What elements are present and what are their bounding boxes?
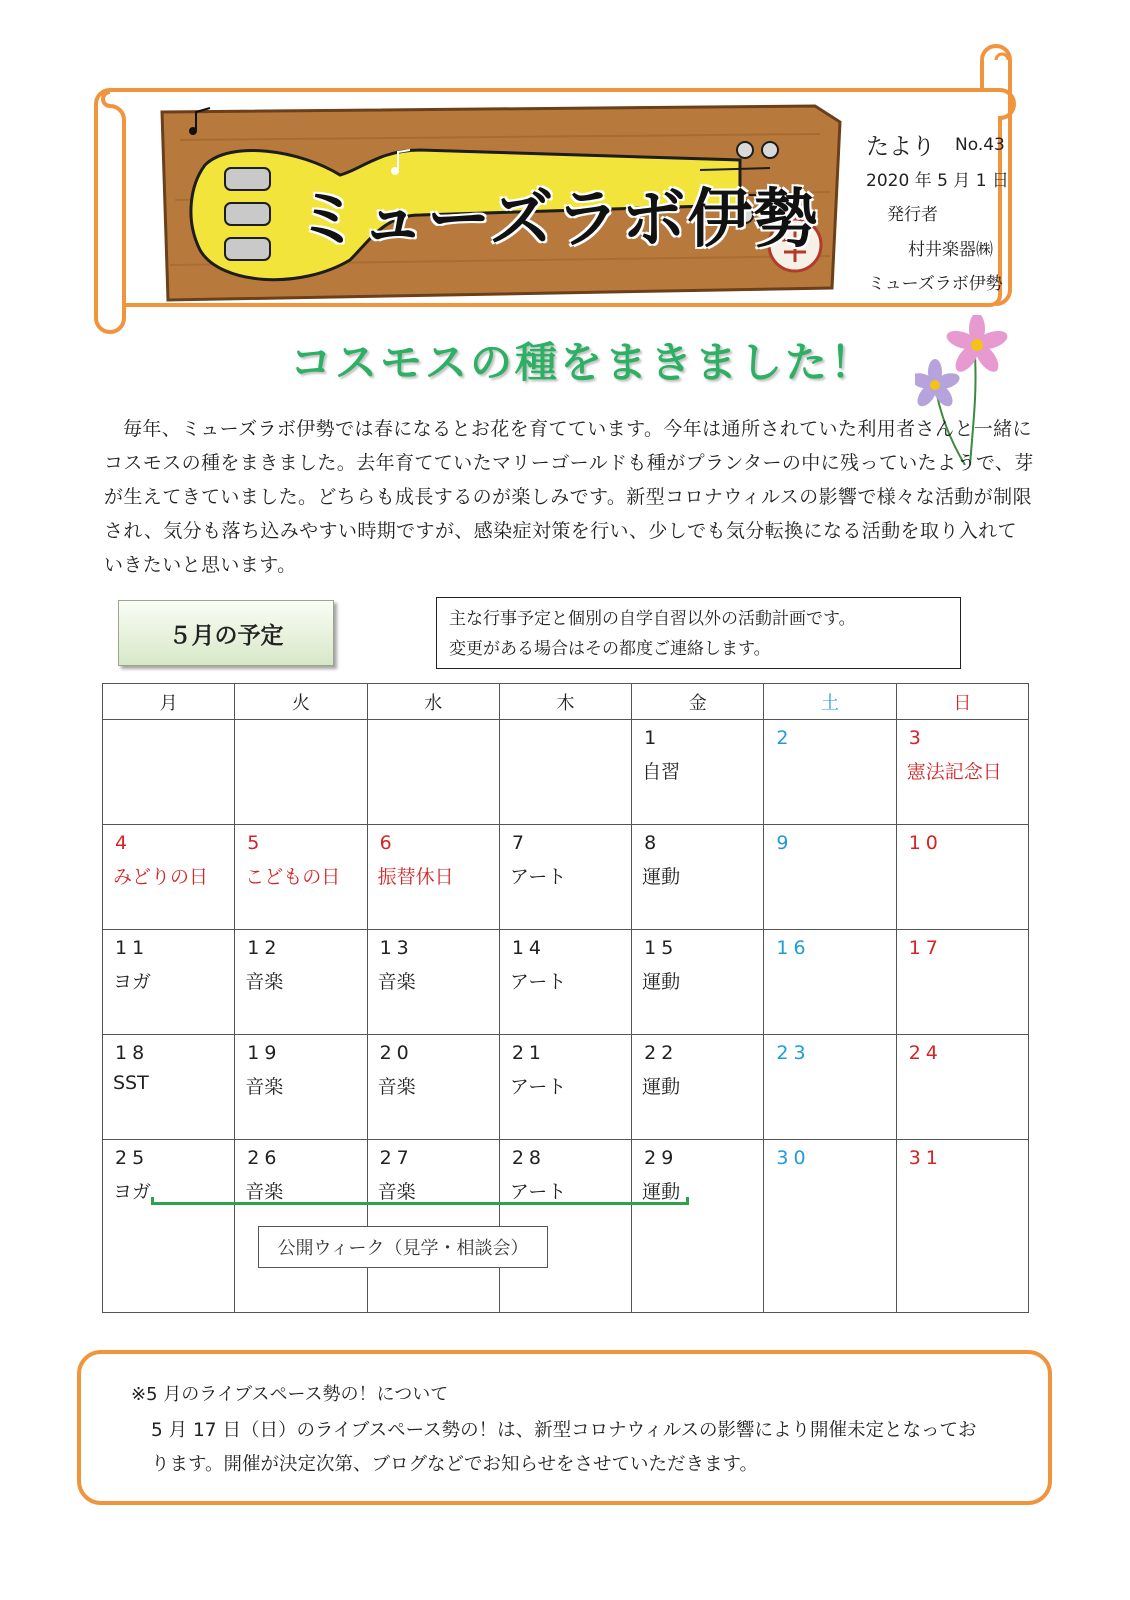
calendar-day-number: 20 — [379, 1042, 414, 1064]
calendar-day-number: 11 — [115, 937, 150, 959]
calendar-day-cell — [367, 720, 499, 825]
calendar-day-number: 9 — [776, 832, 794, 854]
publisher-company: 村井楽器㈱ — [908, 240, 993, 260]
calendar-day-cell — [632, 930, 764, 1035]
calendar-day-number: 12 — [247, 937, 282, 959]
calendar-day-event: 音楽 — [245, 1076, 284, 1098]
calendar-day-cell — [235, 720, 367, 825]
calendar-day-cell — [103, 930, 235, 1035]
calendar-day-number: 24 — [908, 1042, 943, 1064]
calendar-day-event: アート — [509, 971, 567, 993]
calendar-day-number: 30 — [776, 1147, 811, 1169]
calendar-day-event: 音楽 — [377, 1181, 416, 1203]
calendar-day-event: 運動 — [642, 1181, 681, 1203]
calendar-day-cell — [499, 1035, 631, 1140]
notice-body: 5 月 17 日（日）のライブスペース勢の！は、新型コロナウィルスの影響により開催未定となっております。開催が決定次第、ブログなどでお知らせをさせていただきます。 — [151, 1420, 977, 1475]
calendar-day-cell — [632, 1140, 764, 1313]
calendar-day-number: 6 — [379, 832, 397, 854]
calendar-day-event: ヨガ — [113, 1181, 152, 1203]
calendar-day-cell — [103, 1140, 235, 1313]
calendar-day-cell — [764, 1035, 896, 1140]
calendar-day-event: 運動 — [642, 1076, 681, 1098]
calendar-day-number: 27 — [379, 1147, 414, 1169]
calendar-day-event: こどもの日 — [245, 866, 341, 888]
weekday-thu: 木 — [499, 684, 631, 720]
calendar-day-event: 音楽 — [377, 971, 416, 993]
schedule-note — [436, 597, 961, 669]
calendar-day-number: 17 — [908, 937, 943, 959]
calendar-day-number: 2 — [776, 727, 794, 749]
calendar-day-cell — [235, 825, 367, 930]
calendar-day-event: みどりの日 — [113, 866, 209, 888]
calendar-day-number: 3 — [908, 727, 926, 749]
open-week-bracket — [151, 1197, 689, 1205]
calendar-day-event: 運動 — [642, 866, 681, 888]
calendar-day-event: 音楽 — [377, 1076, 416, 1098]
calendar-day-event: 音楽 — [245, 971, 284, 993]
calendar-day-number: 23 — [776, 1042, 811, 1064]
weekday-sun: 日 — [896, 684, 1028, 720]
weekday-mon: 月 — [103, 684, 235, 720]
calendar-day-event: アート — [509, 1076, 567, 1098]
calendar-day-cell — [632, 1035, 764, 1140]
weekday-wed: 水 — [367, 684, 499, 720]
calendar-day-number: 4 — [115, 832, 133, 854]
schedule-label: ５月の予定 — [118, 600, 334, 666]
calendar-day-cell — [632, 720, 764, 825]
calendar-day-number: 7 — [511, 832, 529, 854]
issue-date: 2020 年 5 月 1 日 — [866, 171, 1009, 191]
calendar-day-cell — [367, 930, 499, 1035]
calendar-day-number: 8 — [644, 832, 662, 854]
weekday-tue: 火 — [235, 684, 367, 720]
calendar-day-cell — [499, 825, 631, 930]
calendar-day-cell — [103, 1035, 235, 1140]
calendar-day-cell — [235, 1035, 367, 1140]
calendar-day-number: 26 — [247, 1147, 282, 1169]
calendar-day-event: 自習 — [642, 761, 681, 783]
weekday-fri: 金 — [632, 684, 764, 720]
calendar-day-cell — [235, 930, 367, 1035]
calendar-day-number: 16 — [776, 937, 811, 959]
schedule-note-line: 変更がある場合はその都度ご連絡します。 — [449, 639, 771, 659]
calendar-day-event: 憲法記念日 — [906, 761, 1002, 783]
calendar-week-row — [103, 825, 1029, 930]
calendar-day-number: 21 — [511, 1042, 547, 1064]
notice-title: ※5 月のライブスペース勢の！について — [131, 1384, 449, 1405]
open-week-label: 公開ウィーク（見学・相談会） — [258, 1226, 548, 1268]
calendar-day-number: 19 — [247, 1042, 282, 1064]
newsletter-label: たより — [866, 134, 935, 160]
calendar-day-number: 15 — [644, 937, 679, 959]
calendar-day-number: 22 — [644, 1042, 679, 1064]
intro-text: 毎年、ミューズラボ伊勢では春になるとお花を育てています。今年は通所されていた利用者さんと一緒にコスモスの種をまきました。去年育てていたマリーゴールドも種がプランターの中に残っていたようで、芽が生えてきていました。どちらも成長するのが楽しみです。新型コロナウィルスの影響で様々な活動が制限され、気分も落ち込みやすい時期ですが、感染症対策を行い、少しでも気分転換になる活動を取り入れていきたいと思います。 — [104, 418, 1034, 576]
calendar-day-number: 10 — [908, 832, 943, 854]
calendar-day-cell — [896, 930, 1028, 1035]
may-calendar — [102, 683, 1029, 1313]
calendar-day-number: 18 — [115, 1042, 150, 1064]
calendar-day-event: アート — [509, 1181, 567, 1203]
calendar-day-number: 14 — [511, 937, 547, 959]
calendar-week-row — [103, 1140, 1029, 1313]
calendar-day-number: 13 — [379, 937, 414, 959]
intro-paragraph — [104, 412, 1036, 582]
weekday-header-row — [103, 684, 1029, 720]
calendar-day-cell — [764, 825, 896, 930]
page-title: コスモスの種をまきました！ — [290, 338, 876, 387]
calendar-day-event: アート — [509, 866, 567, 888]
calendar-day-number: 31 — [908, 1147, 943, 1169]
calendar-week-row — [103, 720, 1029, 825]
calendar-day-event: SST — [113, 1072, 149, 1094]
schedule-note-line: 主な行事予定と個別の自学自習以外の活動計画です。 — [449, 609, 856, 629]
calendar-day-cell — [896, 1140, 1028, 1313]
calendar-day-cell — [499, 930, 631, 1035]
calendar-day-cell — [499, 720, 631, 825]
calendar-week-row — [103, 930, 1029, 1035]
calendar-day-event: 音楽 — [245, 1181, 284, 1203]
calendar-day-cell — [367, 1035, 499, 1140]
calendar-day-cell — [896, 720, 1028, 825]
issue-number: No.43 — [955, 135, 1005, 155]
calendar-day-cell — [764, 720, 896, 825]
calendar-day-event: ヨガ — [113, 971, 152, 993]
calendar-day-number: 5 — [247, 832, 265, 854]
calendar-day-cell — [764, 930, 896, 1035]
publisher-org: ミューズラボ伊勢 — [868, 274, 1003, 294]
calendar-day-cell — [896, 1035, 1028, 1140]
calendar-day-cell — [896, 825, 1028, 930]
calendar-day-cell — [632, 825, 764, 930]
calendar-day-cell — [764, 1140, 896, 1313]
calendar-day-number: 29 — [644, 1147, 679, 1169]
calendar-day-number: 28 — [511, 1147, 547, 1169]
calendar-day-event: 運動 — [642, 971, 681, 993]
weekday-sat: 土 — [764, 684, 896, 720]
publisher-label: 発行者 — [887, 205, 938, 225]
calendar-day-cell — [103, 720, 235, 825]
calendar-week-row — [103, 1035, 1029, 1140]
notice-box — [77, 1350, 1052, 1505]
calendar-day-number: 1 — [644, 727, 662, 749]
calendar-day-cell — [367, 825, 499, 930]
calendar-day-cell — [103, 825, 235, 930]
banner-logo-text: ミューズラボ伊勢 — [296, 183, 820, 257]
calendar-day-event: 振替休日 — [377, 866, 454, 888]
calendar-day-number: 25 — [115, 1147, 150, 1169]
